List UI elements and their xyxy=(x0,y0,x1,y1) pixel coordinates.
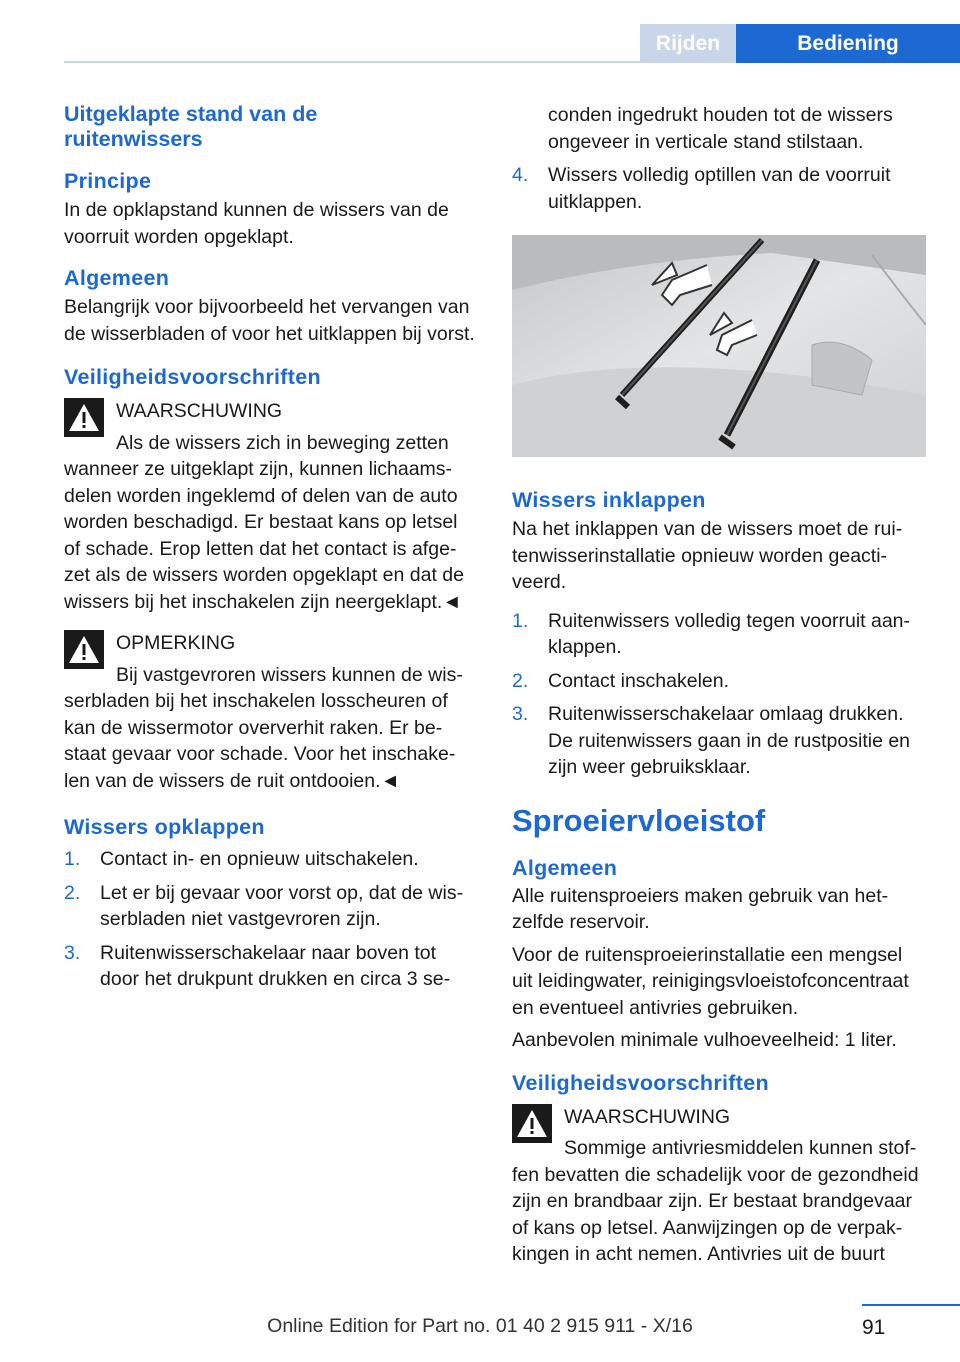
notice-title: OPMERKING xyxy=(116,632,236,654)
opklappen-heading: Wissers opklappen xyxy=(64,815,265,839)
step-number: 2. xyxy=(64,881,81,904)
tab-rijden[interactable]: Rijden xyxy=(640,24,736,63)
opklappen-steps xyxy=(64,846,478,993)
step-text: Ruitenwisserschakelaar omlaag drukken. De ruitenwissers gaan in de rustpositie en zijn weer gebruiksklaar. xyxy=(548,703,911,778)
notice-text: Bij vastgevroren wissers kunnen de wis-serbladen bij het inschakelen losscheuren of kan de wissermotor oververhit raken. Er be-staat gevaar voor schade. Voor het inschake-len van de wissers de ruit ontdooien.◄ xyxy=(64,663,463,792)
warning-icon xyxy=(64,630,104,669)
safety-heading: Veiligheidsvoorschriften xyxy=(64,365,321,389)
warning-block xyxy=(64,398,478,615)
list-item xyxy=(64,880,478,933)
right-column xyxy=(512,102,926,1268)
page-number: 91 xyxy=(862,1316,886,1339)
step-number: 4. xyxy=(512,164,529,186)
step-text: Ruitenwissers volledig tegen voorruit aan-klappen. xyxy=(548,609,911,658)
warning-title: WAARSCHUWING xyxy=(564,1105,731,1128)
list-item xyxy=(512,162,926,215)
opklappen-steps-continued xyxy=(512,102,926,215)
list-item xyxy=(512,701,926,781)
list-item xyxy=(64,940,478,993)
step-text: Wissers volledig optillen van de voorruit uitklappen. xyxy=(548,164,891,213)
step-text: Let er bij gevaar voor vorst op, dat de wis-serbladen niet vastgevroren zijn. xyxy=(100,881,464,930)
warning-icon xyxy=(64,398,104,437)
warning-text: Als de wissers zich in beweging zetten wanneer ze uitgeklapt zijn, kunnen lichaams-delen worden ingeklemd of delen van de auto worden beschadigd. Er bestaat kans op letsel of schade. Erop letten dat het contact is afge-zet als de wissers worden opgeklapt en dat de wissers bij het inschakelen zijn neergeklapt.◄ xyxy=(64,431,464,613)
sproeier-title: Sproeiervloeistof xyxy=(512,802,766,838)
tab-bediening[interactable]: Bediening xyxy=(736,24,960,63)
footer-rule xyxy=(862,1304,960,1306)
sproeier-algemeen-heading: Algemeen xyxy=(512,855,618,880)
step-number: 1. xyxy=(512,609,529,632)
inklappen-text: Na het inklappen van de wissers moet de rui-tenwisserinstallatie opnieuw worden geacti-veerd. xyxy=(512,518,903,593)
notice-block xyxy=(64,630,478,794)
step-text: conden ingedrukt houden tot de wissers ongeveer in verticale stand stilstaan. xyxy=(548,104,893,153)
step-text: Contact in- en opnieuw uitschakelen. xyxy=(100,848,419,870)
step-number: 1. xyxy=(64,848,81,870)
list-item xyxy=(512,668,926,695)
warning-text: Sommige antivriesmiddelen kunnen stof-fen bevatten die schadelijk voor de gezondheid zijn en brandbaar zijn. Er bestaat brandgevaar of kans op letsel. Aanwijzingen op de verpak-kingen in acht nemen. Antivries uit de buurt xyxy=(512,1137,919,1265)
section-title: Uitgeklapte stand van de ruitenwissers xyxy=(64,102,318,151)
principe-heading: Principe xyxy=(64,169,152,193)
inklappen-steps xyxy=(512,608,926,781)
wiper-illustration xyxy=(512,235,926,457)
sproeier-p1: Alle ruitensproeiers maken gebruik van het-zelfde reservoir. xyxy=(512,884,889,933)
sproeier-warning-block xyxy=(512,1104,926,1268)
sproeier-p3: Aanbevolen minimale vulhoeveelheid: 1 liter. xyxy=(512,1029,897,1051)
sproeier-safety-heading: Veiligheidsvoorschriften xyxy=(512,1070,769,1095)
step-text: Ruitenwisserschakelaar naar boven tot door het drukpunt drukken en circa 3 se- xyxy=(100,941,451,990)
list-item xyxy=(64,846,478,873)
algemeen-heading: Algemeen xyxy=(64,266,170,290)
step-text: Contact inschakelen. xyxy=(548,669,730,692)
warning-icon xyxy=(512,1104,552,1143)
list-item xyxy=(512,102,926,155)
footer-edition: Online Edition for Part no. 01 40 2 915 911 - X/16 xyxy=(267,1315,693,1337)
algemeen-text: Belangrijk voor bijvoorbeeld het vervangen van de wisserbladen of voor het uitklappen bij vorst. xyxy=(64,296,475,345)
warning-title: WAARSCHUWING xyxy=(116,400,283,422)
step-number: 3. xyxy=(512,703,529,725)
sproeier-p2: Voor de ruitensproeierinstallatie een mengsel uit leidingwater, reinigingsvloeistofconcentraat en eventueel antivries gebruiken. xyxy=(512,943,909,1019)
left-column xyxy=(64,102,478,1000)
step-number: 3. xyxy=(64,941,81,964)
inklappen-heading: Wissers inklappen xyxy=(512,488,706,512)
step-number: 2. xyxy=(512,669,529,692)
principe-text: In de opklapstand kunnen de wissers van de voorruit worden opgeklapt. xyxy=(64,199,449,248)
list-item xyxy=(512,608,926,661)
